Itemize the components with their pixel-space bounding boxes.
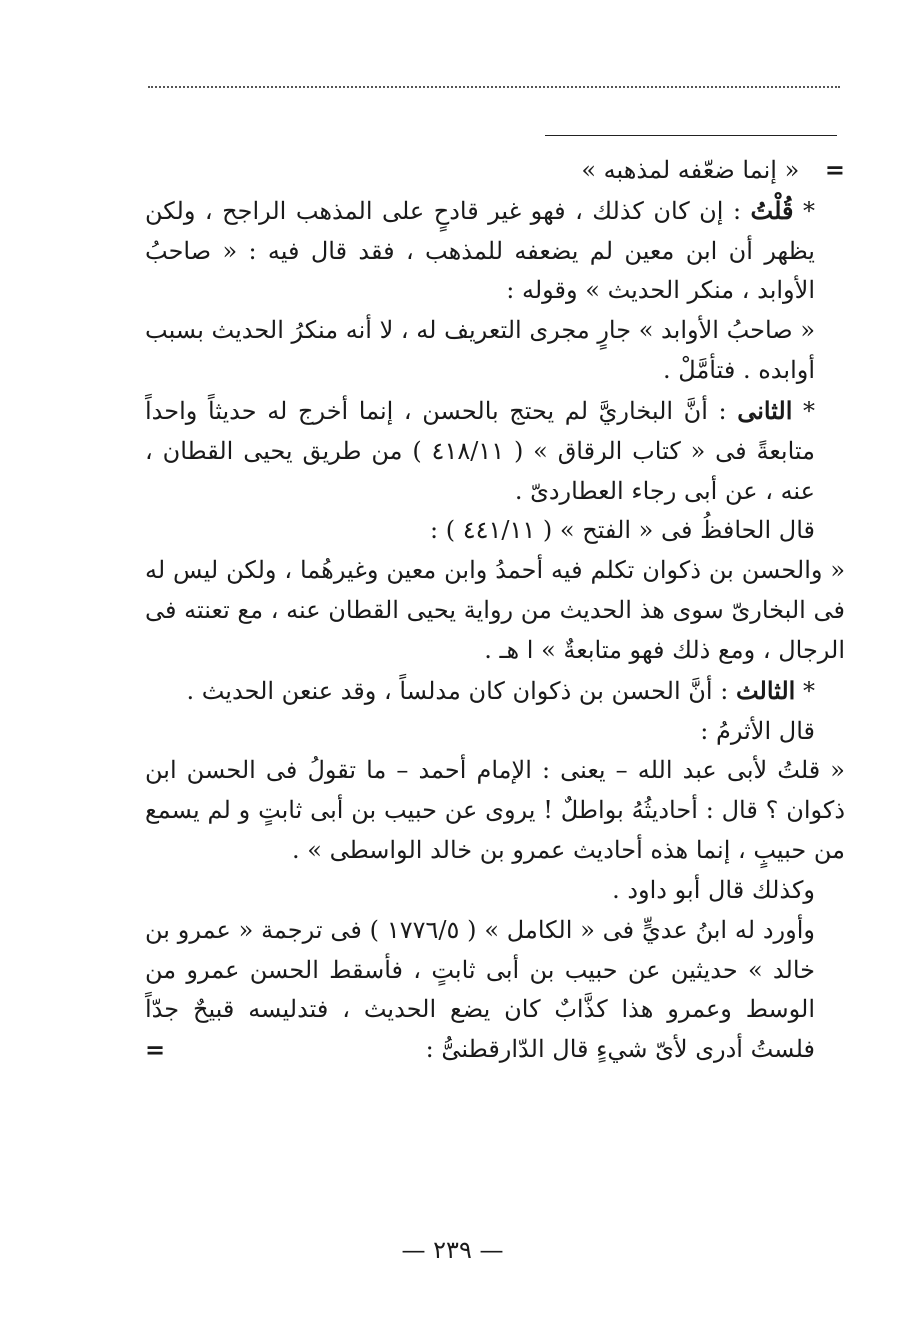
footnote-separator-rule <box>545 135 837 136</box>
star-marker: * <box>803 196 815 225</box>
paragraph-ibn-adi <box>145 911 845 1070</box>
paragraph-text: « قلتُ لأبى عبد الله – يعنى : الإمام أحمد – ما تقولُ فى الحسن ابن ذكوان ؟ قال : أحاديثُهُ بواطلٌ ! يروى عن حبيب بن أبى ثابتٍ و لم يسمع من حبيبٍ ، إنما هذه أحاديث عمرو بن خالد الواسطى » . <box>145 756 845 865</box>
paragraph-athram <box>145 712 845 752</box>
paragraph-label: الثالث <box>735 675 796 705</box>
paragraph-text: قال الحافظُ فى « الفتح » ( ٤٤١/١١ ) : <box>430 516 815 545</box>
paragraph-text: : أنَّ الحسن بن ذكوان كان مدلساً ، وقد عنعن الحديث . <box>186 676 729 705</box>
paragraph-quote-fath <box>145 551 845 670</box>
continuation-mark: = <box>824 155 845 184</box>
paragraph-label: الثانى <box>737 395 793 425</box>
paragraph-second <box>145 391 845 511</box>
page-body <box>145 150 845 1070</box>
paragraph-text: : إن كان كذلك ، فهو غير قادحٍ على المذهب الراجح ، ولكن يظهر أن ابن معين لم يضعفه للمذهب ، فقد قال فيه : « صاحبُ الأوابد ، منكر الحديث » وقوله : <box>145 196 815 305</box>
paragraph-text: وأورد له ابنُ عديٍّ فى « الكامل » ( ١٧٧٦/٥ ) فى ترجمة « عمرو بن خالد » حديثين عن حبيب بن أبى ثابتٍ ، فأسقط الحسن عمرو من الوسط وعمرو هذا كذَّابٌ كان يضع الحديث ، فتدليسه قبيحٌ جدّاً فلستُ أدرى لأىّ شيءٍ قال الدّارقطنىُّ : <box>145 915 815 1064</box>
paragraph-abu-dawud <box>145 871 845 911</box>
paragraph-hafiz <box>145 511 845 551</box>
dotted-header-rule <box>148 86 840 88</box>
paragraph-text: : أنَّ البخاريَّ لم يحتج بالحسن ، إنما أخرج له حديثاً واحداً متابعةً فى « كتاب الرقاق » ( ٤١٨/١١ ) من طريق يحيى القطان ، عنه ، عن أبى رجاء العطاردىّ . <box>145 396 815 505</box>
paragraph-text: « والحسن بن ذكوان تكلم فيه أحمدُ وابن معين وغيرهُما ، ولكن ليس له فى البخارىّ سوى هذ الحديث من رواية يحيى القطان عنه ، مع تعنته فى الرجال ، ومع ذلك فهو متابعةٌ » ا هـ . <box>145 556 846 664</box>
star-marker: * <box>803 676 815 705</box>
paragraph-label: قُلْتُ <box>750 195 794 225</box>
page-number: — ٢٣٩ — <box>401 1236 504 1264</box>
paragraph-text: قال الأثرمُ : <box>700 716 815 745</box>
paragraph-text: وكذلك قال أبو داود . <box>612 875 815 904</box>
paragraph-third <box>145 671 845 712</box>
star-marker: * <box>803 396 815 425</box>
continuation-text: « إنما ضعّفه لمذهبه » <box>581 156 800 184</box>
continuation-line <box>145 150 845 191</box>
paragraph-qultu <box>145 191 845 311</box>
paragraph-text: « صاحبُ الأوابد » جارٍ مجرى التعريف له ، لا أنه منكرُ الحديث بسبب أوابده . فتأمَّلْ . <box>145 316 816 385</box>
paragraph-awabid <box>145 311 845 391</box>
paragraph-quote-ahmad <box>145 751 845 870</box>
continuation-mark-end: = <box>145 1035 166 1065</box>
